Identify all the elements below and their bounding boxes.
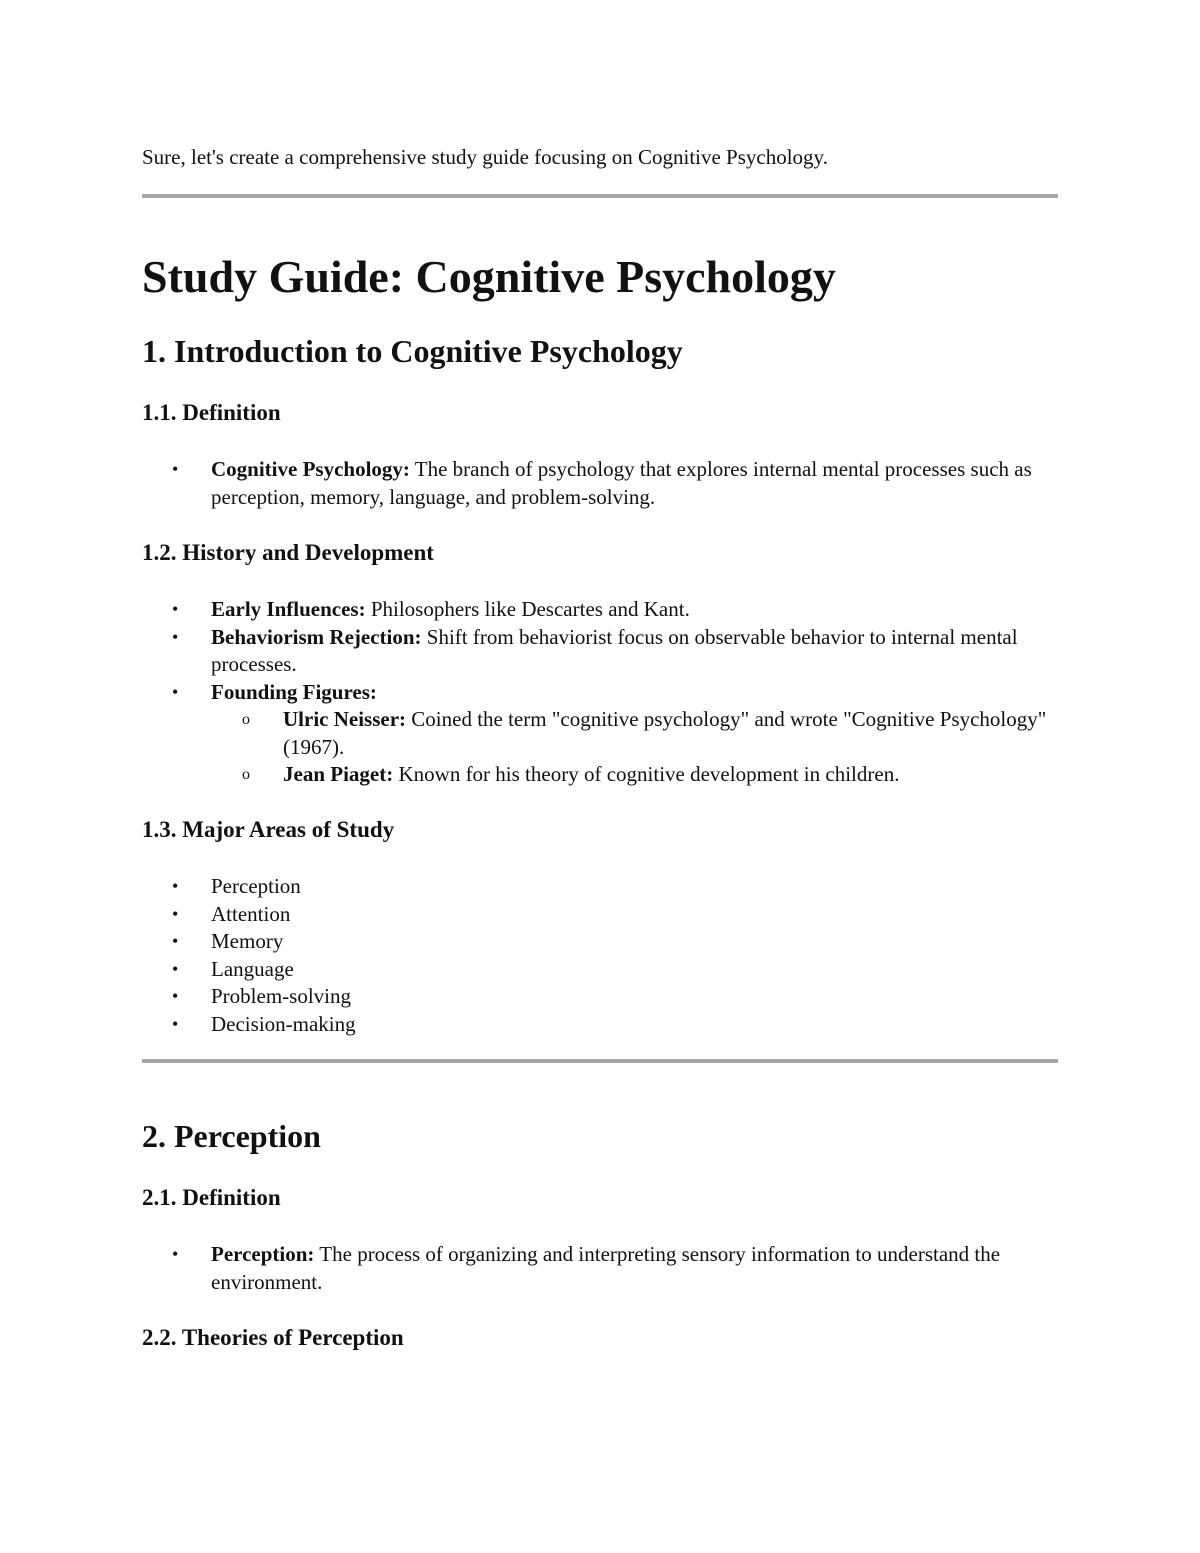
definition-list [142, 456, 1058, 511]
list-item-text: Problem-solving [211, 984, 351, 1008]
list-item [142, 1011, 1058, 1039]
sub-list-item [142, 761, 1058, 789]
bullet-icon: • [172, 958, 179, 979]
bullet-icon: • [172, 903, 179, 924]
list-item-text: Decision-making [211, 1011, 356, 1036]
list-item-text: Philosophers like Descartes and Kant. [365, 597, 690, 621]
perception-definition-list [142, 1241, 1058, 1296]
horizontal-rule [142, 1059, 1058, 1063]
list-item-text: Coined the term "cognitive psychology" and wrote "Cognitive Psychology" (1967). [283, 707, 1047, 759]
list-item [142, 1241, 1058, 1296]
list-item-text: Attention [211, 901, 291, 926]
section-2-2-heading: 2.2. Theories of Perception [142, 1325, 404, 1350]
list-item-text: The process of organizing and interpreting sensory information to understand the environment. [211, 1242, 1001, 1294]
areas-list [142, 873, 1058, 1038]
section-2-heading: 2. Perception [142, 1118, 321, 1154]
list-item-term: Early Influences: [211, 597, 366, 621]
bullet-icon: • [172, 986, 179, 1006]
list-item [142, 901, 1058, 929]
history-list [142, 596, 1058, 789]
list-item [142, 624, 1058, 679]
list-item-text: Known for his theory of cognitive development in children. [393, 762, 900, 786]
list-item-term: Jean Piaget: [283, 762, 394, 786]
horizontal-rule [142, 194, 1058, 198]
list-item-term: Cognitive Psychology: [211, 457, 410, 481]
section-1-3-heading: 1.3. Major Areas of Study [142, 817, 395, 842]
list-item [142, 928, 1058, 956]
intro-text: Sure, let's create a comprehensive study guide focusing on Cognitive Psychology. [142, 145, 828, 169]
bullet-icon: • [172, 681, 179, 702]
list-item-text: Language [211, 956, 294, 981]
bullet-icon: • [172, 459, 179, 479]
list-item-text: The branch of psychology that explores internal mental processes such as perception, memory, language, and problem-solving. [211, 457, 1032, 509]
list-item [142, 873, 1058, 901]
list-item-text: Shift from behaviorist focus on observable behavior to internal mental processes. [211, 624, 1018, 676]
section-2-1-heading: 2.1. Definition [142, 1185, 281, 1210]
sub-list-item [142, 706, 1058, 761]
bullet-icon: • [172, 626, 179, 647]
list-item-text: Perception [211, 874, 301, 898]
list-item-term: Founding Figures: [211, 679, 377, 704]
section-1-heading: 1. Introduction to Cognitive Psychology [142, 333, 683, 369]
list-item [142, 679, 1058, 707]
list-item [142, 596, 1058, 624]
section-1-1-heading: 1.1. Definition [142, 400, 281, 425]
document-title: Study Guide: Cognitive Psychology [142, 251, 836, 302]
bullet-icon: • [172, 599, 179, 619]
bullet-icon: • [172, 876, 179, 896]
bullet-icon: • [172, 1013, 179, 1034]
circle-bullet-icon: o [242, 711, 250, 728]
circle-bullet-icon: o [242, 766, 250, 783]
list-item-term: Behaviorism Rejection: [211, 624, 422, 649]
bullet-icon: • [172, 1244, 179, 1264]
list-item-text: Memory [211, 929, 284, 953]
list-item-term: Perception: [211, 1242, 315, 1266]
section-1-2-heading: 1.2. History and Development [142, 540, 434, 565]
list-item [142, 956, 1058, 984]
list-item [142, 456, 1058, 511]
list-item [142, 983, 1058, 1011]
bullet-icon: • [172, 931, 179, 951]
list-item-term: Ulric Neisser: [283, 707, 407, 731]
